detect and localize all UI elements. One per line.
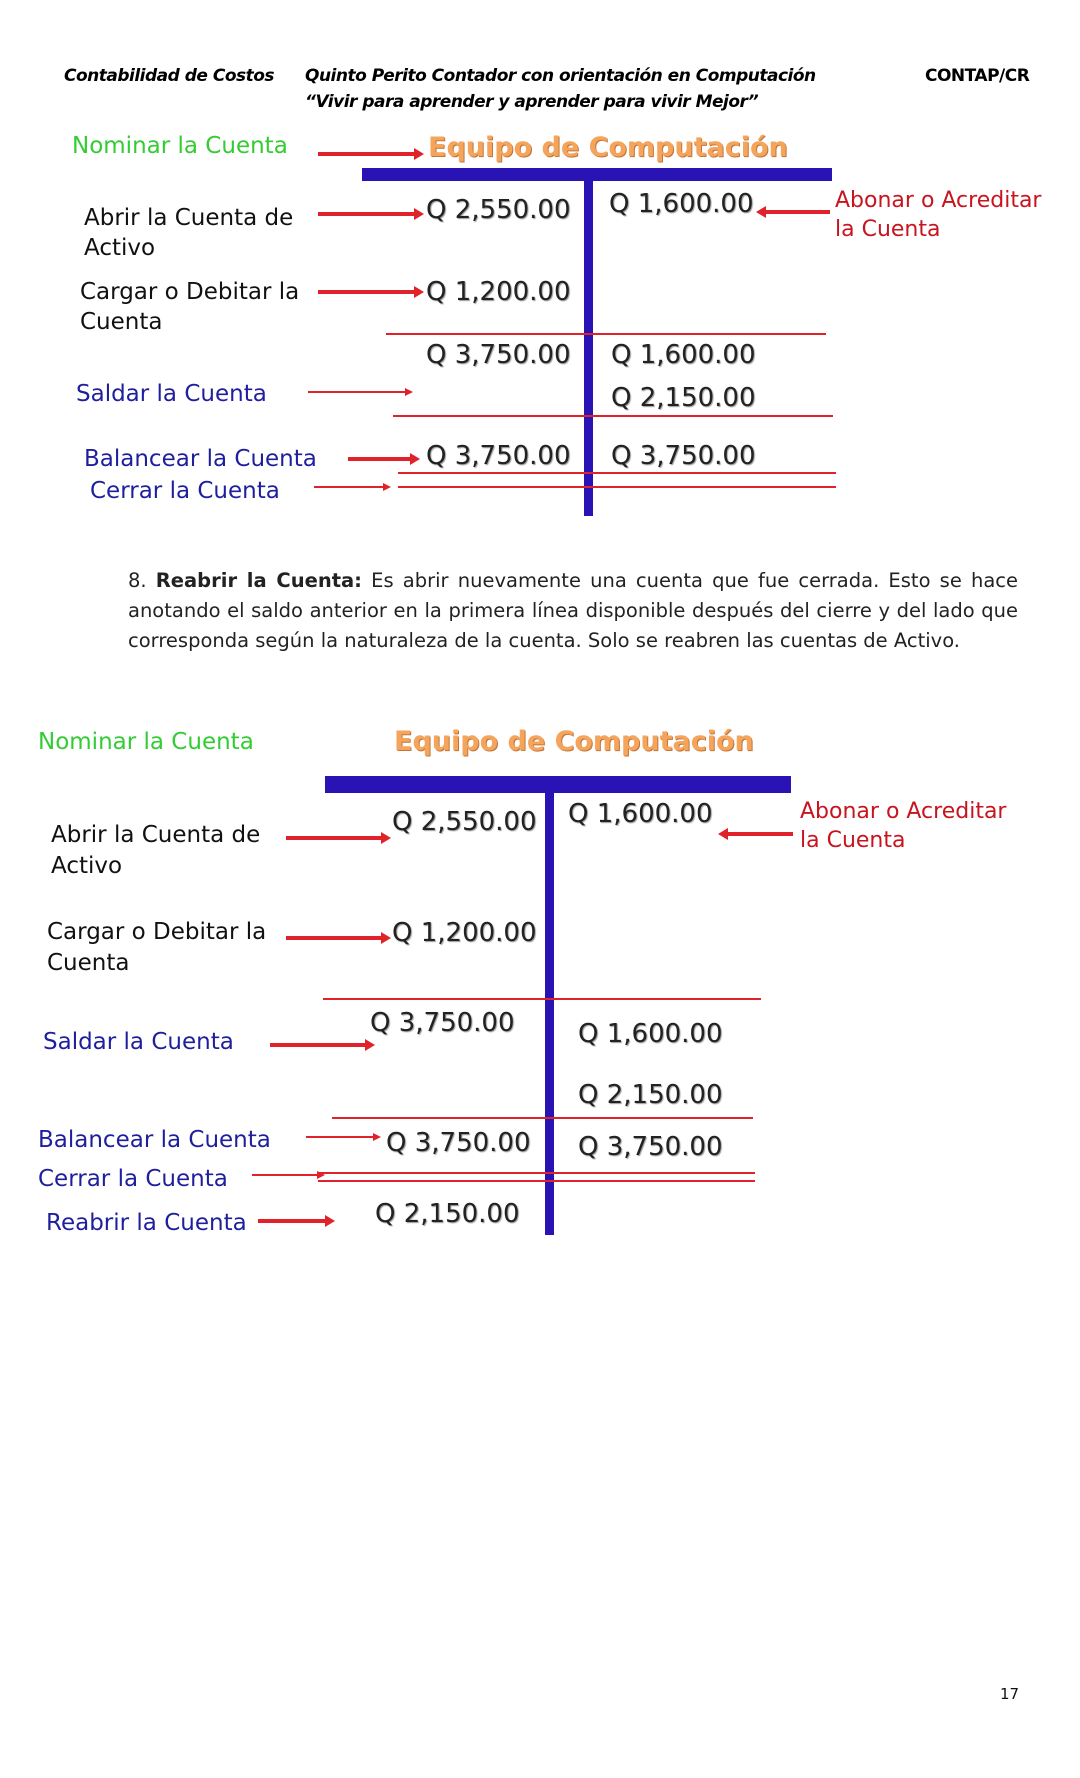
closing-line — [318, 1172, 755, 1174]
debit-amount: Q 2,550.00 — [392, 807, 537, 837]
label-cargar-2: Cuenta — [80, 309, 163, 335]
label-cerrar: Cerrar la Cuenta — [90, 478, 280, 504]
arrow-icon — [270, 1043, 366, 1047]
closing-line — [398, 472, 836, 474]
label-cargar-1: Cargar o Debitar la — [80, 279, 300, 305]
header-left: Contabilidad de Costos — [64, 66, 275, 86]
debit-amount: Q 3,750.00 — [426, 340, 571, 370]
label-saldar: Saldar la Cuenta — [43, 1029, 234, 1055]
arrow-icon — [306, 1136, 374, 1138]
arrow-icon — [318, 152, 415, 156]
arrow-icon — [727, 832, 793, 836]
label-balancear: Balancear la Cuenta — [84, 446, 317, 472]
debit-amount: Q 3,750.00 — [370, 1008, 515, 1038]
paragraph-text: Es abrir nuevamente una cuenta que fue cerrada. Esto se hace anotando el saldo anterior en la primera línea disponible después del cierre y del lado que corresponda según la naturaleza de la cuenta. Solo se reabren las cuentas de Activo. — [128, 569, 1018, 652]
label-abrir-1: Abrir la Cuenta de — [51, 822, 261, 848]
paragraph-number: 8. — [128, 569, 147, 592]
label-balancear: Balancear la Cuenta — [38, 1127, 271, 1153]
debit-amount: Q 2,550.00 — [426, 195, 571, 225]
credit-amount: Q 1,600.00 — [568, 799, 713, 829]
paragraph-term: Reabrir la Cuenta: — [155, 569, 362, 592]
arrow-icon — [318, 290, 415, 294]
credit-amount: Q 1,600.00 — [611, 340, 756, 370]
closing-line — [398, 486, 836, 488]
label-nominar: Nominar la Cuenta — [38, 729, 254, 755]
label-abonar-1: Abonar o Acreditar — [835, 188, 1042, 213]
arrow-icon — [314, 486, 384, 488]
t-account-vertical-bar — [545, 776, 554, 1235]
arrow-icon — [308, 391, 406, 393]
debit-amount: Q 3,750.00 — [426, 441, 571, 471]
arrow-icon — [258, 1219, 326, 1223]
label-cargar-1: Cargar o Debitar la — [47, 919, 267, 945]
label-nominar: Nominar la Cuenta — [72, 133, 288, 159]
t-account-vertical-bar — [584, 168, 593, 516]
t-account-top-bar — [362, 168, 832, 181]
label-reabrir: Reabrir la Cuenta — [46, 1210, 247, 1236]
debit-amount: Q 2,150.00 — [375, 1199, 520, 1229]
header-center-line2: “Vivir para aprender y aprender para vivir Mejor” — [305, 92, 759, 112]
debit-amount: Q 3,750.00 — [386, 1128, 531, 1158]
t-account-top-bar — [325, 776, 791, 793]
credit-amount: Q 1,600.00 — [609, 189, 754, 219]
page-number: 17 — [1000, 1685, 1020, 1703]
label-cargar-2: Cuenta — [47, 950, 130, 976]
credit-amount: Q 2,150.00 — [611, 383, 756, 413]
label-abonar-2: la Cuenta — [835, 217, 941, 242]
label-abonar-2: la Cuenta — [800, 828, 906, 853]
arrow-icon — [286, 836, 382, 840]
label-abrir-1: Abrir la Cuenta de — [84, 205, 294, 231]
label-cerrar: Cerrar la Cuenta — [38, 1166, 228, 1192]
header-center-line1: Quinto Perito Contador con orientación en Computación — [305, 66, 816, 86]
credit-amount: Q 1,600.00 — [578, 1019, 723, 1049]
closing-line — [318, 1180, 755, 1182]
arrow-icon — [765, 210, 830, 214]
debit-amount: Q 1,200.00 — [392, 918, 537, 948]
credit-amount: Q 3,750.00 — [611, 441, 756, 471]
arrow-icon — [318, 212, 415, 216]
credit-amount: Q 2,150.00 — [578, 1080, 723, 1110]
account-title: Equipo de Computación — [394, 726, 754, 757]
header-right: CONTAP/CR — [925, 66, 1030, 86]
sum-line — [323, 998, 761, 1000]
credit-amount: Q 3,750.00 — [578, 1132, 723, 1162]
sum-line — [386, 333, 826, 335]
label-abrir-2: Activo — [84, 235, 156, 261]
label-saldar: Saldar la Cuenta — [76, 381, 267, 407]
arrow-icon — [286, 936, 382, 940]
arrow-icon — [348, 457, 411, 461]
arrow-icon — [252, 1174, 318, 1176]
label-abonar-1: Abonar o Acreditar — [800, 799, 1007, 824]
debit-amount: Q 1,200.00 — [426, 277, 571, 307]
sum-line — [393, 415, 833, 417]
label-abrir-2: Activo — [51, 853, 123, 879]
sum-line — [332, 1117, 753, 1119]
paragraph-reabrir — [128, 566, 1018, 656]
account-title: Equipo de Computación — [428, 132, 788, 163]
